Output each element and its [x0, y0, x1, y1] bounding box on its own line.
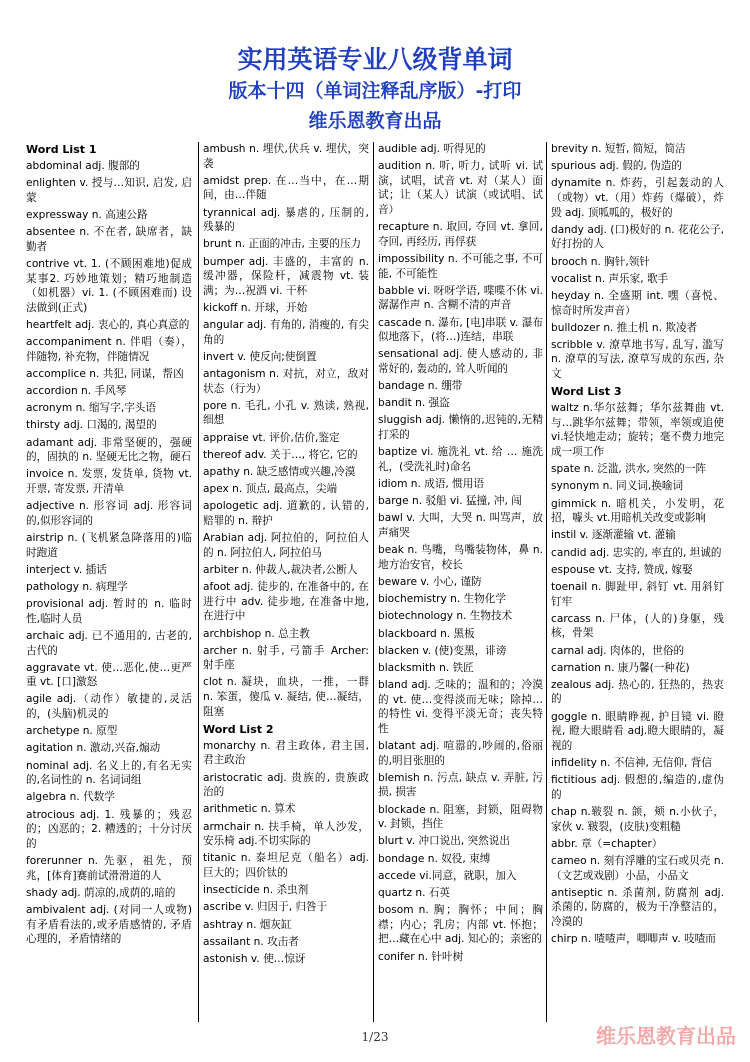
- page-number: 1/23: [361, 1030, 389, 1044]
- word-entry: insecticide n. 杀虫剂: [203, 884, 309, 897]
- word-entry: clot n. 凝块，血块，一推，一群 n. 笨蛋，傻瓜 v. 凝结, 使…凝结，阻塞: [203, 676, 369, 718]
- word-entry: vocalist n. 声乐家, 歌手: [551, 272, 669, 285]
- word-entry: antiseptic n. 杀菌剂, 防腐剂 adj. 杀菌的, 防腐的，极为干净整洁的，冷漠的: [551, 886, 724, 928]
- word-entry: blatant adj. 喧嚣的,吵闹的,俗丽的,明目张胆的: [378, 740, 543, 767]
- word-entry: babble vi. 呀呀学语, 喋喋不休 vi. 潺潺作声 n. 含糊不清的声音: [378, 284, 543, 312]
- word-entry: barge n. 驳船 vi. 猛撞, 冲, 闯: [378, 495, 522, 508]
- word-entry: arithmetic n. 算术: [203, 803, 296, 816]
- word-entry: archer n. 射手, 弓箭手 Archer: 射手座: [203, 644, 369, 672]
- word-entry: ascribe v. 归因于, 归咎于: [203, 901, 328, 914]
- word-entry: toenail n. 脚趾甲, 斜钉 vt. 用斜钉钉牢: [551, 580, 724, 608]
- word-entry: apex n. 顶点, 最高点，尖端: [203, 483, 338, 496]
- word-entry: espouse vt. 支持, 赞成, 嫁娶: [551, 563, 693, 576]
- word-entry: quartz n. 石英: [378, 886, 451, 899]
- word-entry: antagonism n. 对抗，对立，敌对状态（行为）: [203, 368, 369, 395]
- word-entry: blemish n. 污点, 缺点 v. 弄脏, 污损, 损害: [378, 771, 543, 799]
- word-entry: archaic adj. 已不通用的, 古老的, 古代的: [26, 629, 192, 657]
- word-entry: kickoff n. 开球，开始: [203, 301, 308, 314]
- watermark: 维乐恩教育出品: [596, 1024, 736, 1048]
- word-entry: adjective n. 形容词 adj. 形容词的,似形容词的: [26, 500, 192, 527]
- word-entry: thereof adv. 关于…, 将它, 它的: [203, 448, 358, 461]
- word-entry: instil v. 逐渐灌输 vt. 灌输: [551, 529, 676, 542]
- word-entry: recapture n. 取回, 夺回 vt. 拿回, 夺回, 再经历, 再俘获: [378, 221, 543, 248]
- word-entry: fictitious adj. 假想的,编造的,虚伪的: [551, 774, 724, 801]
- word-entry: accordion n. 手风琴: [26, 385, 127, 398]
- word-entry: Arabian adj. 阿拉伯的，阿拉伯人的 n. 阿拉伯人, 阿拉伯马: [203, 532, 369, 559]
- word-entry: bosom n. 胸；胸怀；中间；胸襟；内心；乳房；内部 vt. 怀抱；把…藏在心中 adj. 知心的；亲密的: [378, 904, 543, 946]
- word-entry: chirp n. 喳喳声，唧唧声 v. 吱喳而: [551, 933, 716, 946]
- word-entry: accompaniment n. 伴唱（奏），伴随物, 补充物，伴随情况: [26, 336, 192, 363]
- word-entry: synonym n. 同义词,换喻词: [551, 480, 684, 493]
- word-entry: adamant adj. 非常坚硬的，强硬的，固执的 n. 坚硬无比之物，硬石: [26, 436, 192, 464]
- word-entry: gimmick n. 暗机关，小发明，花招，噱头 vt.用暗机关改变或影响: [551, 497, 724, 525]
- word-entry: invoice n. 发票, 发货单, 货物 vt. 开票, 寄发票, 开清单: [26, 468, 192, 495]
- word-entry: bland adj. 乏味的；温和的；冷漠的 vt. 使…变得淡而无味；除掉…的特性 vi. 变得平淡无奇；丧失特性: [378, 679, 543, 735]
- word-entry: contrive vt. 1. (不顾困难地)促成某事2. 巧妙地策划；精巧地制造（如机器）vi. 1. (不顾困难而) 设法做到(正式): [26, 257, 192, 314]
- word-column-3: [373, 142, 547, 1022]
- word-entry: biochemistry n. 生物化学: [378, 593, 506, 606]
- word-entry: invert v. 使反向;使倒置: [203, 350, 317, 363]
- word-entry: idiom n. 成语, 惯用语: [378, 478, 484, 490]
- word-entry: biotechnology n. 生物技术: [378, 610, 513, 623]
- word-entry: titanic n. 泰坦尼克（船名）adj. 巨大的；四价钛的: [203, 852, 369, 879]
- word-entry: bandage n. 绷带: [378, 380, 463, 393]
- word-entry: zealous adj. 热心的, 狂热的，热衷的: [551, 678, 724, 706]
- word-entry: cameo n. 刻有浮雕的宝石或贝壳 n.（文艺或戏剧）小品，小品文: [551, 854, 724, 882]
- word-entry: carnal adj. 肉体的，世俗的: [551, 644, 685, 657]
- word-entry: nominal adj. 名义上的,有名无实的,名词性的 n. 名词词组: [26, 759, 192, 787]
- word-entry: absentee n. 不在者, 缺席者，缺勤者: [26, 226, 192, 253]
- word-entry: conifer n. 针叶树: [378, 950, 464, 963]
- word-entry: archetype n. 原型: [26, 725, 118, 738]
- word-list-heading: Word List 3: [551, 385, 622, 399]
- word-entry: accomplice n. 共犯, 同谋，帮凶: [26, 367, 184, 380]
- word-entry: agile adj.（动作）敏捷的,灵活的，(头脑)机灵的: [26, 693, 192, 721]
- word-entry: ambivalent adj. (对同一人或物)有矛盾看法的,或矛盾感情的, 矛盾心理的，矛盾情绪的: [26, 903, 192, 946]
- word-entry: shady adj. 荫凉的,成荫的,暗的: [26, 886, 176, 899]
- word-entry: bawl v. 大叫，大哭 n. 叫骂声，放声痛哭: [378, 512, 543, 539]
- word-entry: forerunner n. 先驱，祖先，预兆，[体育]赛前试滑滑道的人: [26, 854, 192, 882]
- word-entry: dynamite n. 炸药，引起轰动的人（或物）vt.（用）炸药（爆破），炸毁 adj. 顶呱呱的，极好的: [551, 177, 724, 219]
- word-entry: algebra n. 代数学: [26, 791, 115, 804]
- word-entry: carnation n. 康乃馨(一种花): [551, 661, 690, 674]
- word-entry: goggle n. 眼睛睁视, 护目镜 vi. 瞪视, 瞪大眼睛看 adj.瞪大眼睛的，凝视的: [551, 710, 724, 752]
- word-column-2: [198, 142, 373, 1022]
- word-entry: aristocratic adj. 贵族的, 贵族政治的: [203, 771, 369, 799]
- word-entry: audition n. 听, 听力, 试听 vi. 试演，试唱，试音 vt. 对（某人）面试；让（某人）试演（或试唱、试音）: [378, 160, 543, 216]
- word-entry: enlighten v. 授与…知识, 启发, 启蒙: [26, 177, 192, 204]
- word-column-1: [22, 142, 196, 1022]
- word-entry: blockade n. 阻塞，封锁，阻碍物 v. 封锁，挡住: [378, 803, 543, 831]
- word-entry: appraise vt. 评价,估价,鉴定: [203, 431, 340, 444]
- word-entry: provisional adj. 暂时的 n. 临时性,临时人员: [26, 598, 192, 625]
- word-entry: scribble v. 潦草地书写, 乱写, 滥写 n. 潦草的写法, 潦草写成的东西, 杂文: [551, 338, 724, 381]
- word-entry: beware v. 小心, 谨防: [378, 575, 482, 588]
- word-entry: infidelity n. 不信神, 无信仰, 背信: [551, 757, 712, 770]
- word-entry: atrocious adj. 1. 残暴的；残忍的；凶恶的；2. 糟透的；十分讨厌的: [26, 808, 192, 850]
- word-entry: carcass n. 尸体，(人的)身躯，残核，骨架: [551, 612, 724, 640]
- word-entry: bumper adj. 丰盛的，丰富的 n. 缓冲器，保险杆，减震物 vt. 装满；为…祝酒 vi. 干杯: [203, 255, 369, 297]
- word-entry: bulldozer n. 推土机 n. 欺凌者: [551, 321, 698, 334]
- page-subtitle: 版本十四（单词注释乱序版）-打印: [228, 80, 522, 102]
- word-entry: impossibility n. 不可能之事, 不可能, 不可能性: [378, 252, 543, 280]
- word-entry: beak n. 鸟嘴，鸟嘴装物体，鼻 n. 地方治安官，校长: [378, 544, 543, 571]
- publisher-name: 维乐恩教育出品: [308, 110, 442, 132]
- word-entry: heyday n. 全盛期 int. 嘿（喜悦、惊奇时所发声音）: [551, 289, 724, 317]
- word-entry: assailant n. 攻击者: [203, 935, 299, 948]
- word-entry: blurt v. 冲口说出, 突然说出: [378, 835, 510, 848]
- word-entry: afoot adj. 徒步的, 在准备中的, 在进行中 adv. 徒步地, 在准备中地, 在进行中: [203, 581, 369, 623]
- word-entry: spurious adj. 假的, 伪造的: [551, 160, 682, 173]
- word-entry: thirsty adj. 口渴的, 渴望的: [26, 419, 157, 432]
- word-entry: armchair n. 扶手椅，单人沙发，安乐椅 adj.不切实际的: [203, 820, 369, 848]
- word-entry: spate n. 泛滥, 洪水, 突然的一阵: [551, 463, 707, 476]
- word-entry: ambush n. 埋伏,伏兵 v. 埋伏，突袭: [203, 143, 369, 170]
- word-entry: cascade n. 瀑布, [电]串联 v. 瀑布似地落下，(将…)连结，串联: [378, 316, 543, 344]
- word-entry: pathology n. 病理学: [26, 580, 128, 593]
- word-entry: abdominal adj. 腹部的: [26, 160, 140, 172]
- word-entry: audible adj. 听得见的: [378, 143, 486, 155]
- word-entry: agitation n. 激动,兴奋,煽动: [26, 742, 161, 755]
- word-entry: bandit n. 强盗: [378, 397, 450, 410]
- word-entry: accede vi.同意，就职，加入: [378, 869, 517, 882]
- word-entry: acronym n. 缩写字,字头语: [26, 402, 156, 415]
- word-list-heading: Word List 1: [26, 143, 97, 156]
- word-entry: dandy adj. (口)极好的 n. 花花公子,好打扮的人: [551, 223, 724, 251]
- word-entry: heartfelt adj. 衷心的, 真心真意的: [26, 318, 190, 331]
- word-entry: airstrip n. (飞机紧急降落用的)临时跑道: [26, 531, 192, 559]
- word-list-heading: Word List 2: [203, 722, 274, 736]
- word-entry: pore n. 毛孔, 小孔 v. 熟读, 熟视, 细想: [203, 399, 369, 427]
- word-entry: tyrannical adj. 暴虐的, 压制的, 残暴的: [203, 206, 369, 234]
- word-column-4: [546, 142, 728, 1022]
- word-entry: amidst prep. 在…当中，在…期间，由…伴随: [203, 174, 369, 202]
- word-entry: candid adj. 忠实的, 率直的, 坦诚的: [551, 546, 722, 559]
- page-title: 实用英语专业八级背单词: [237, 45, 513, 74]
- word-entry: apologetic adj. 道歉的, 认错的, 赔罪的 n. 辩护: [203, 500, 369, 527]
- word-entry: brooch n. 胸针,领针: [551, 255, 650, 268]
- word-entry: expressway n. 高速公路: [26, 208, 148, 221]
- word-entry: ashtray n. 烟灰缸: [203, 918, 292, 931]
- word-entry: angular adj. 有角的, 消瘦的, 有尖角的: [203, 319, 369, 346]
- word-entry: blacken v. (使)变黑，诽谤: [378, 644, 507, 657]
- word-entry: baptize vi. 施洗礼 vt. 给 … 施洗礼，(受洗礼时)命名: [378, 446, 543, 473]
- word-entry: archbishop n. 总主教: [203, 627, 310, 640]
- word-entry: waltz n.华尔兹舞；华尔兹舞曲 vt.与…跳华尔兹舞；带领，率领或追使 vi.轻快地走动；旋转；毫不费力地完成一项工作: [551, 402, 724, 459]
- word-entry: interject v. 插话: [26, 563, 107, 576]
- word-entry: sluggish adj. 懒惰的,迟钝的,无精打采的: [378, 414, 543, 442]
- word-entry: apathy n. 缺乏感情或兴趣,冷漠: [203, 466, 356, 478]
- word-entry: arbiter n. 仲裁人,裁决者,公断人: [203, 563, 358, 576]
- word-entry: astonish v. 使…惊讶: [203, 952, 306, 965]
- word-entry: blackboard n. 黑板: [378, 627, 475, 640]
- word-entry: blacksmith n. 铁匠: [378, 661, 474, 674]
- word-entry: abbr. 章（=chapter）: [551, 837, 663, 850]
- word-entry: sensational adj. 使人感动的, 非常好的, 轰动的, 耸人听闻的: [378, 348, 543, 375]
- word-entry: bondage n. 奴役, 束缚: [378, 852, 491, 865]
- word-entry: chap n.皲裂 n. 颌，颊 n.小伙子，家伙 v. 皲裂，(皮肤)变粗糙: [551, 806, 724, 833]
- word-entry: aggravate vt. 使…恶化,使…更严重 vt. [口]激怒: [26, 661, 192, 689]
- word-entry: monarchy n. 君主政体, 君主国, 君主政治: [203, 739, 369, 767]
- word-entry: brunt n. 正面的冲击, 主要的压力: [203, 238, 362, 251]
- word-entry: brevity n. 短暂, 简短，简洁: [551, 143, 686, 155]
